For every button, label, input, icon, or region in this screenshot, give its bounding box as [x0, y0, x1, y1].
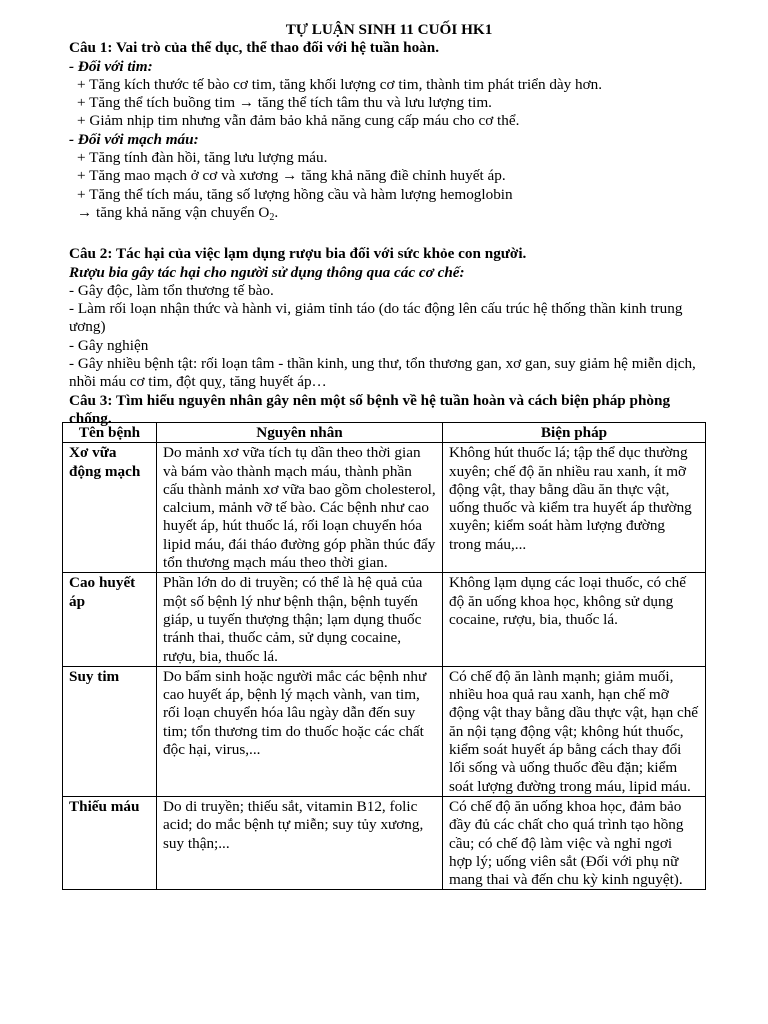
measure-cell: Có chế độ ăn uống khoa học, đảm bảo đầy đủ các chất cho quá trình tạo hồng cầu; có chế độ làm việc và nghỉ ngơi hợp lý; uống viên sắt (Đối với phụ nữ mang thai và đến chu kỳ kinh nguyệt).	[443, 796, 706, 889]
measure-cell: Không lạm dụng các loại thuốc, có chế độ ăn uống khoa học, không sử dụng cocaine, rượu, bia, thuốc lá.	[443, 573, 706, 666]
disease-name-cell: Xơ vữa động mạch	[63, 443, 157, 573]
column-header-disease: Tên bệnh	[63, 423, 157, 443]
disease-name-cell: Cao huyết áp	[63, 573, 157, 666]
q2-item: - Gây nhiều bệnh tật: rối loạn tâm - thần kinh, ung thư, tổn thương gan, xơ gan, suy giảm hệ miễn dịch, nhồi máu cơ tim, đột quỵ, tăng huyết áp…	[69, 355, 696, 391]
page-title: TỰ LUẬN SINH 11 CUỐI HK1	[285, 21, 493, 38]
disease-name-cell: Thiếu máu	[63, 796, 157, 889]
q2-item: - Gây độc, làm tổn thương tế bào.	[69, 281, 274, 299]
measure-cell: Có chế độ ăn lành mạnh; giảm muối, nhiều hoa quả rau xanh, hạn chế mỡ động vật thay bằng dầu thực vật, hạn chế ăn nội tạng động vật; không hút thuốc, kiểm soát huyết áp bằng cách thay đổi lối sống và uống thuốc đều đặn; kiểm soát lượng đường trong máu, lipid máu.	[443, 666, 706, 796]
table-row	[63, 443, 706, 573]
table-header-row	[63, 423, 706, 443]
q3-heading: Câu 3: Tìm hiểu nguyên nhân gây nên một số bệnh về hệ tuần hoàn và cách biện pháp phòng chống.	[69, 391, 671, 427]
q1-vessel-item-last	[69, 204, 709, 227]
q2-item: - Làm rối loạn nhận thức và hành vi, giảm tỉnh táo (do tác động lên cấu trúc hệ thống thần kinh trung ương)	[69, 300, 683, 336]
q1-vessel-item: + Tăng tính đàn hồi, tăng lưu lượng máu.	[77, 149, 328, 167]
q2-heading: Câu 2: Tác hại của việc lạm dụng rượu bia đối với sức khỏe con người.	[69, 245, 527, 263]
measure-cell: Không hút thuốc lá; tập thể dục thường xuyên; chế độ ăn nhiều rau xanh, ít mỡ động vật, thay bằng dầu ăn thực vật, uống thuốc và kiểm tra huyết áp thường xuyên; kiểm soát hàm lượng đường trong máu,...	[443, 443, 706, 573]
table-row	[63, 573, 706, 666]
q1-heart-label: - Đối với tim:	[69, 57, 153, 75]
cause-cell: Do mảnh xơ vữa tích tụ dần theo thời gian và bám vào thành mạch máu, thành phần cấu thành mảnh xơ vữa bao gồm cholesterol, calcium, mảnh vỡ tế bào. Các bệnh như cao huyết áp, hút thuốc lá, rối loạn chuyển hóa lipid máu, đái tháo đường góp phần thúc đẩy tổn thương mạch máu theo thời gian.	[157, 443, 443, 573]
section-gap	[69, 227, 709, 245]
q1-heading: Câu 1: Vai trò của thể dục, thể thao đối với hệ tuần hoàn.	[69, 39, 440, 57]
column-header-cause: Nguyên nhân	[157, 423, 443, 443]
cause-cell: Phần lớn do di truyền; có thể là hệ quả của một số bệnh lý như bệnh thận, bệnh tuyến giáp, u tuyến thượng thận; lạm dụng thuốc tránh thai, thuốc cảm, sử dụng cocaine, rượu, bia, thuốc lá.	[157, 573, 443, 666]
q1-heart-item: + Tăng thể tích buồng tim → tăng thể tích tâm thu và lưu lượng tim.	[77, 94, 492, 112]
disease-table	[62, 422, 706, 890]
document	[69, 21, 709, 428]
table-row	[63, 796, 706, 889]
q1-vessel-last-subscript: 2	[269, 211, 275, 223]
cause-cell: Do di truyền; thiếu sắt, vitamin B12, folic acid; do mắc bệnh tự miễn; suy tủy xương, suy thận;...	[157, 796, 443, 889]
q1-heart-item: + Giảm nhịp tim nhưng vẫn đảm bảo khả năng cung cấp máu cho cơ thể.	[77, 112, 520, 130]
q1-heart-item: + Tăng kích thước tế bào cơ tim, tăng khối lượng cơ tim, thành tim phát triển dày hơn.	[77, 75, 603, 93]
q1-vessel-label: - Đối với mạch máu:	[69, 130, 199, 148]
column-header-measure: Biện pháp	[443, 423, 706, 443]
q1-vessel-item: + Tăng thể tích máu, tăng số lượng hồng cầu và hàm lượng hemoglobin	[77, 185, 513, 203]
q2-item: - Gây nghiện	[69, 336, 149, 354]
q1-vessel-last-suffix: .	[274, 203, 279, 221]
q1-vessel-item: + Tăng mao mạch ở cơ và xương → tăng khả năng điề chỉnh huyết áp.	[77, 167, 506, 185]
table-row	[63, 666, 706, 796]
q1-vessel-last-text: → tăng khả năng vận chuyển O	[77, 203, 270, 221]
q2-subheading: Rượu bia gây tác hại cho người sử dụng thông qua các cơ chế:	[69, 263, 465, 281]
cause-cell: Do bẩm sinh hoặc người mắc các bệnh như cao huyết áp, bệnh lý mạch vành, van tim, rối loạn chuyển hóa lâu ngày dẫn đến suy tim; tổn thương tim do thuốc hoặc các chất độc hại, virus,...	[157, 666, 443, 796]
disease-name-cell: Suy tim	[63, 666, 157, 796]
